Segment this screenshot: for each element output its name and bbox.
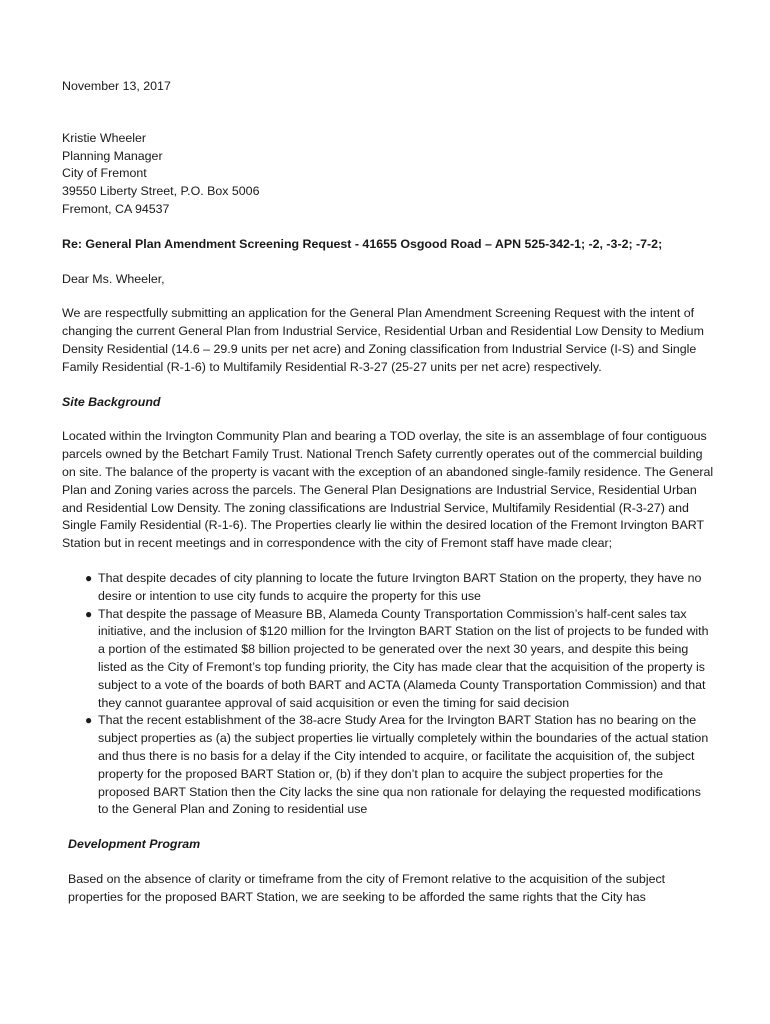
- intro-paragraph: We are respectfully submitting an application for the General Plan Amendment Screening Request with the intent of changing the current General Plan from Industrial Service, Residential Urban and Residential Low Density to Medium Density Residential (14.6 – 29.9 units per net acre) and Zoning classification from Industrial Service (I-S) and Single Family Residential (R-1-6) to Multifamily Residential R-3-27 (25-27 units per net acre) respectively.: [62, 306, 704, 374]
- site-background-bullet-list: [62, 570, 714, 819]
- development-program-paragraph: Based on the absence of clarity or timeframe from the city of Fremont relative to the acquisition of the subject properties for the proposed BART Station, we are seeking to be afforded the same rights that the City has: [68, 871, 666, 904]
- letter-date: November 13, 2017: [62, 79, 171, 93]
- recipient-city-state-zip: Fremont, CA 94537: [62, 201, 170, 216]
- development-program-heading: Development Program: [68, 837, 201, 852]
- bullet-text: That the recent establishment of the 38-acre Study Area for the Irvington BART Station has no bearing on the subject properties as (a) the subject properties lie virtually completely within the boundaries of the actual station and thus there is no basis for a delay if the City intended to acquire, or facilitate the acquisition of, the subject property for the proposed BART Station or, (b) if they don’t plan to acquire the subject properties for the proposed BART Station then the City lacks the sine qua non rationale for delaying the requested modifications to the General Plan and Zoning to residential use: [98, 713, 709, 817]
- recipient-address: [62, 130, 714, 219]
- bullet-text: That despite the passage of Measure BB, Alameda County Transportation Commission’s half-cent sales tax initiative, and the inclusion of $120 million for the Irvington BART Station on the list of projects to be funded with a portion of the estimated $8 billion projected to be generated over the next 30 years, and despite this being listed as the City of Fremont’s top funding priority, the City has made clear that the acquisition of the property is subject to a vote of the boards of both BART and ACTA (Alameda County Transportation Commission) and that they cannot guarantee approval of said acquisition or even the timing for said decision: [98, 606, 709, 710]
- bullet-icon: ●: [85, 570, 93, 585]
- recipient-name: Kristie Wheeler: [62, 130, 147, 145]
- site-background-heading: Site Background: [62, 394, 161, 409]
- bullet-text: That despite decades of city planning to locate the future Irvington BART Station on the property, they have no desire or intention to use city funds to acquire the property for this use: [98, 570, 702, 603]
- site-background-paragraph: Located within the Irvington Community Plan and bearing a TOD overlay, the site is an assemblage of four contiguous parcels owned by the Betchart Family Trust. National Trench Safety currently operates out of the commercial building on site. The balance of the property is vacant with the exception of an abandoned single-family residence. The General Plan and Zoning varies across the parcels. The General Plan Designations are Industrial Service, Residential Urban and Residential Low Density. The zoning classifications are Industrial Service, Multifamily Residential (R-3-27) and Single Family Residential (R-1-6). The Properties clearly lie within the desired location of the Fremont Irvington BART Station but in recent meetings and in correspondence with the city of Fremont staff have made clear;: [62, 429, 714, 551]
- list-item: [62, 712, 714, 819]
- salutation: Dear Ms. Wheeler,: [62, 271, 165, 286]
- recipient-street: 39550 Liberty Street, P.O. Box 5006: [62, 184, 260, 199]
- recipient-organization: City of Fremont: [62, 166, 147, 181]
- bullet-icon: ●: [85, 713, 93, 728]
- list-item: [62, 570, 714, 606]
- letter-body: [62, 78, 714, 923]
- recipient-title: Planning Manager: [62, 148, 163, 163]
- subject-line: Re: General Plan Amendment Screening Request - 41655 Osgood Road – APN 525-342-1; -2, -3-2; -7-2;: [62, 236, 663, 251]
- bullet-icon: ●: [85, 606, 93, 621]
- list-item: [62, 606, 714, 713]
